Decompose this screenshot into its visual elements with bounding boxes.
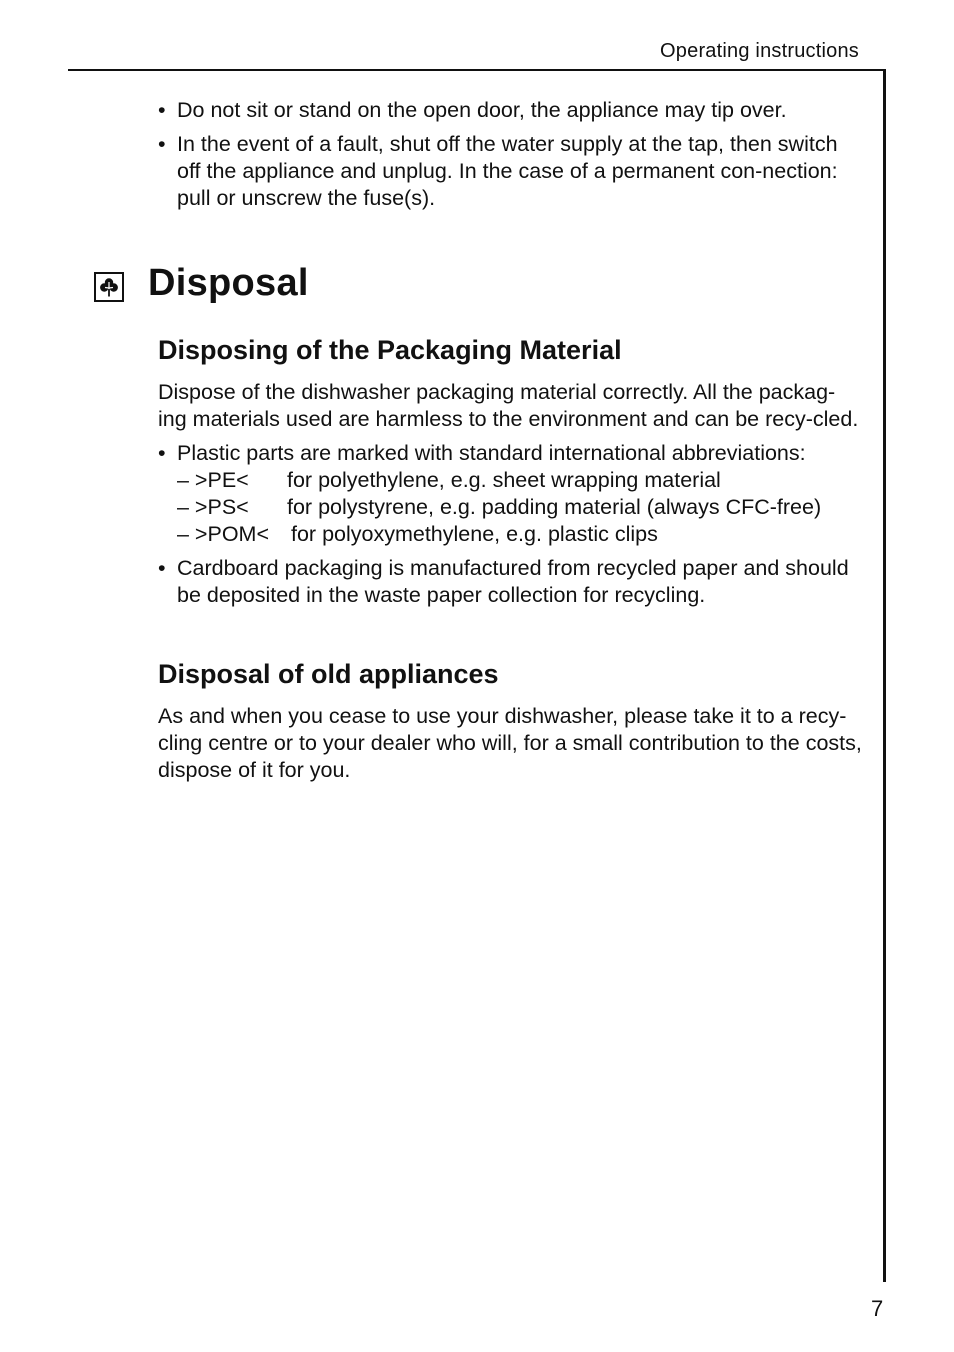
abbreviation-code: – >PS<: [177, 495, 249, 519]
abbreviation-code: – >POM<: [177, 522, 270, 546]
old-appliances-heading: Disposal of old appliances: [158, 659, 499, 689]
bullet-item: • Do not sit or stand on the open door, the appliance may tip over.: [158, 97, 863, 124]
section-heading: [94, 262, 309, 305]
packaging-heading: Disposing of the Packaging Material: [158, 335, 622, 365]
environment-trefoil-icon: [94, 272, 124, 302]
old-appliances-section: [158, 657, 863, 791]
page-title: Disposal: [148, 262, 309, 304]
abbreviation-row: [158, 467, 863, 494]
plastic-bullet: • Plastic parts are marked with standard international abbreviations:: [158, 440, 863, 467]
margin-rule: [883, 69, 886, 1282]
abbreviation-description: for polystyrene, e.g. padding material (always CFC-free): [287, 495, 822, 519]
intro-bullets: [158, 97, 863, 219]
abbreviation-description: for polyethylene, e.g. sheet wrapping material: [287, 468, 721, 492]
abbreviation-row: [158, 521, 863, 548]
packaging-intro: Dispose of the dishwasher packaging material correctly. All the packag-ing materials used are harmless to the environment and can be recy-cled.: [158, 380, 859, 431]
header-rule: [68, 69, 886, 71]
cardboard-bullet: • Cardboard packaging is manufactured from recycled paper and should be deposited in the waste paper collection for recycling.: [158, 555, 863, 609]
bullet-item: • In the event of a fault, shut off the water supply at the tap, then switch off the appliance and unplug. In the case of a permanent con-nection: pull or unscrew the fuse(s).: [158, 131, 863, 212]
abbreviation-row: [158, 494, 863, 521]
header-section-label: Operating instructions: [660, 40, 859, 62]
page-number: 7: [871, 1296, 884, 1321]
abbreviation-description: for polyoxymethylene, e.g. plastic clips: [291, 522, 658, 546]
packaging-section: [158, 333, 863, 616]
abbreviation-code: – >PE<: [177, 468, 249, 492]
old-appliances-text: As and when you cease to use your dishwasher, please take it to a recy-cling centre or to your dealer who will, for a small contribution to the costs, dispose of it for you.: [158, 704, 862, 782]
